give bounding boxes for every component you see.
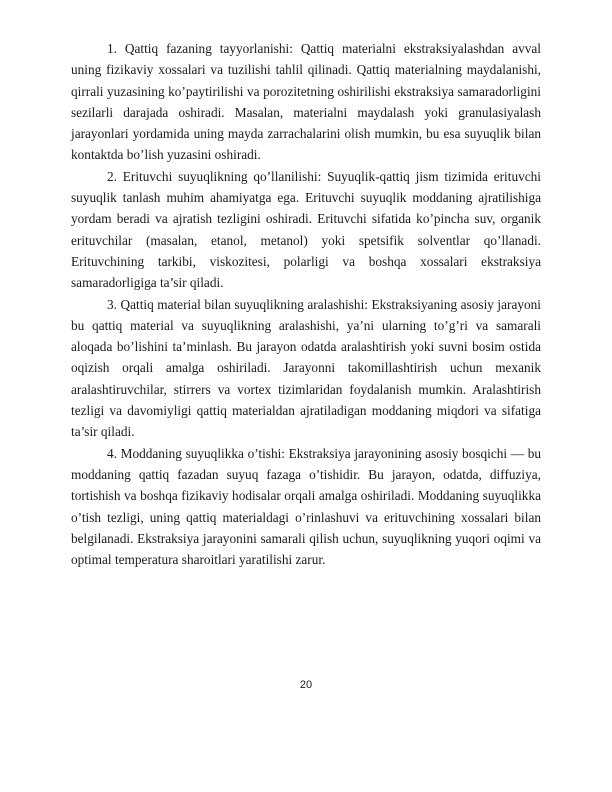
paragraph-solvent-usage: 2. Erituvchi suyuqlikning qo’llanilishi: Suyuqlik-qattiq jism tizimida erituvchi suyuqlik tanlash muhim ahamiyatga ega. Erituvchi suyuqlik moddaning ajratilishiga yordam beradi va ajratish tezligini oshiradi. Erituvchi sifatida ko’pincha suv, organik erituvchilar (masalan, etanol, metanol) yoki spetsifik solventlar qo’llanadi. Erituvchining tarkibi, viskozitesi, polarligi va boshqa xossalari ekstraksiya samaradorligiga ta’sir qiladi. (71, 168, 541, 291)
page-number: 20 (299, 679, 313, 691)
paragraph-substance-transfer: 4. Moddaning suyuqlikka o’tishi: Ekstraksiya jarayonining asosiy bosqichi — bu moddaning qattiq fazadan suyuq fazaga o’tishidir. Bu jarayon, odatda, diffuziya, tortishish va boshqa fizikaviy hodisalar orqali amalga oshiriladi. Moddaning suyuqlikka o’tish tezligi, uning qattiq materialdagi o’rinlashuvi va erituvchining xossalari bilan belgilanadi. Ekstraksiya jarayonini samarali qilish uchun, suyuqlikning yuqori oqimi va optimal temperatura sharoitlari yaratilishi zarur. (71, 445, 541, 568)
paragraph-solid-phase-preparation: 1. Qattiq fazaning tayyorlanishi: Qattiq materialni ekstraksiyalashdan avval uning fizikaviy xossalari va tuzilishi tahlil qilinadi. Qattiq materialning maydalanishi, qirrali yuzasining ko’paytirilishi va porozitetning oshirilishi ekstraksiya samaradorligini sezilarli darajada oshiradi. Masalan, materialni maydalash yoki granulasiyalash jarayonlari yordamida uning mayda zarrachalarini olish mumkin, bu esa suyuqlik bilan kontaktda bo’lish yuzasini oshiradi. (71, 41, 541, 163)
document-body (71, 38, 541, 570)
paragraph-solid-liquid-mixing: 3. Qattiq material bilan suyuqlikning aralashishi: Ekstraksiyaning asosiy jarayoni bu qattiq material va suyuqlikning aralashishi, ya’ni ularning to’g’ri va samarali aloqada bo’lishini ta’minlash. Bu jarayon odatda aralashtirish yoki suvni bosim ostida oqizish orqali amalga oshiriladi. Jarayonni takomillashtirish uchun mexanik aralashtiruvchilar, stirrers va vortex tizimlaridan foydalanish mumkin. Aralashtirish tezligi va davomiyligi qattiq materialdan ajratiladigan moddaning miqdori va sifatiga ta’sir qiladi. (71, 296, 541, 440)
